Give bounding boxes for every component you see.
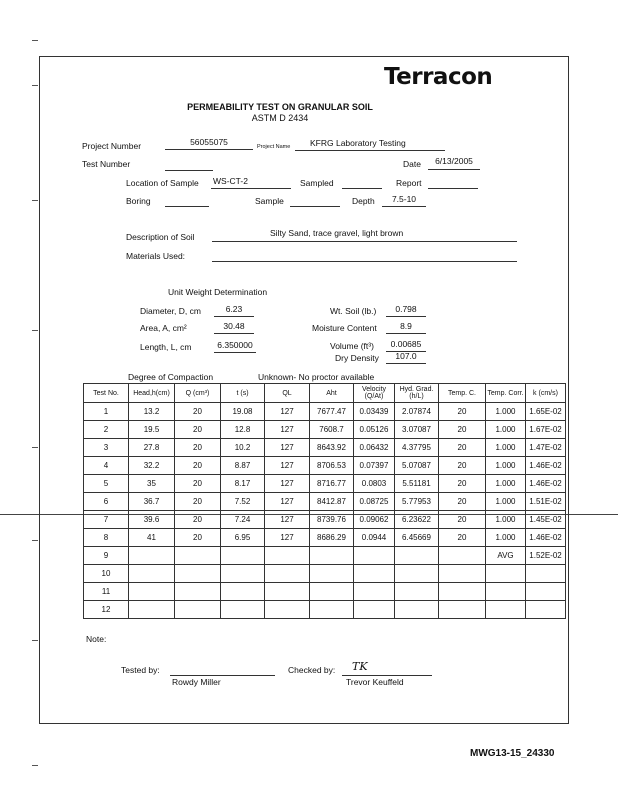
page-subtitle: ASTM D 2434 — [251, 113, 309, 123]
table-cell — [526, 601, 566, 619]
margin-tick — [32, 85, 38, 86]
table-cell: 8412.87 — [310, 493, 354, 511]
table-cell — [175, 547, 221, 565]
table-cell: 20 — [175, 403, 221, 421]
document-id: MWG13-15_24330 — [470, 748, 555, 759]
table-cell: 0.08725 — [354, 493, 395, 511]
column-header: Head,h(cm) — [129, 384, 175, 403]
table-cell — [129, 565, 175, 583]
table-cell: 127 — [265, 439, 310, 457]
table-row — [84, 547, 566, 565]
table-cell: 8739.76 — [310, 511, 354, 529]
area-label: Area, A, cm² — [140, 323, 187, 333]
table-cell — [486, 565, 526, 583]
table-cell: 0.09062 — [354, 511, 395, 529]
table-cell: 20 — [175, 511, 221, 529]
table-cell: 1.46E-02 — [526, 457, 566, 475]
volume-label: Volume (ft³) — [330, 341, 374, 351]
table-cell — [175, 601, 221, 619]
table-cell: 0.06432 — [354, 439, 395, 457]
table-cell: 20 — [439, 421, 486, 439]
table-cell: 1.000 — [486, 457, 526, 475]
table-cell: 6.45669 — [395, 529, 439, 547]
table-cell — [354, 583, 395, 601]
sampled-line — [342, 177, 382, 189]
table-cell — [265, 583, 310, 601]
column-header: Velocity (Q/At) — [354, 384, 395, 403]
table-row — [84, 529, 566, 547]
table-cell: 1.000 — [486, 511, 526, 529]
table-cell: 127 — [265, 475, 310, 493]
report-label: Report — [396, 178, 422, 188]
table-cell: 13.2 — [129, 403, 175, 421]
table-cell — [221, 601, 265, 619]
margin-tick — [32, 540, 38, 541]
table-cell: 5.51181 — [395, 475, 439, 493]
table-cell: 20 — [439, 439, 486, 457]
date-label: Date — [403, 159, 421, 169]
table-cell: 20 — [439, 457, 486, 475]
test-number-label: Test Number — [82, 159, 131, 169]
area-value: 30.48 — [223, 321, 245, 331]
table-cell: 1.000 — [486, 475, 526, 493]
moisture-label: Moisture Content — [312, 323, 377, 333]
table-cell: 0.0803 — [354, 475, 395, 493]
table-row — [84, 583, 566, 601]
table-cell — [129, 601, 175, 619]
table-cell: 1.46E-02 — [526, 529, 566, 547]
table-cell: 19.5 — [129, 421, 175, 439]
compaction-label: Degree of Compaction — [128, 372, 214, 382]
table-cell: 1.52E-02 — [526, 547, 566, 565]
table-cell: 3.07087 — [395, 421, 439, 439]
table-cell: 5.77953 — [395, 493, 439, 511]
table-cell — [221, 565, 265, 583]
table-cell — [129, 583, 175, 601]
table-cell: 8643.92 — [310, 439, 354, 457]
table-cell: 10 — [84, 565, 129, 583]
table-cell: 6.95 — [221, 529, 265, 547]
table-cell: 20 — [439, 475, 486, 493]
table-cell: 1.000 — [486, 529, 526, 547]
table-cell: 12 — [84, 601, 129, 619]
table-cell — [395, 565, 439, 583]
table-cell — [310, 601, 354, 619]
table-cell: 32.2 — [129, 457, 175, 475]
description-label: Description of Soil — [126, 232, 195, 242]
margin-tick — [32, 447, 38, 448]
wt-soil-label: Wt. Soil (lb.) — [330, 306, 377, 316]
diameter-value: 6.23 — [225, 304, 243, 314]
table-cell — [175, 583, 221, 601]
table-cell: 35 — [129, 475, 175, 493]
table-cell: 20 — [175, 475, 221, 493]
checked-by-name: Trevor Keuffeld — [346, 677, 404, 687]
table-cell: 5 — [84, 475, 129, 493]
table-cell: 1.000 — [486, 493, 526, 511]
table-cell: 2.07874 — [395, 403, 439, 421]
project-number-value: 56055075 — [190, 137, 228, 147]
table-cell: 20 — [175, 421, 221, 439]
table-cell — [354, 601, 395, 619]
table-cell — [439, 601, 486, 619]
table-cell: 1.000 — [486, 439, 526, 457]
column-header: Temp. C. — [439, 384, 486, 403]
table-cell: 7.24 — [221, 511, 265, 529]
table-row — [84, 601, 566, 619]
table-cell — [221, 547, 265, 565]
page-title: PERMEABILITY TEST ON GRANULAR SOIL — [187, 102, 373, 112]
tested-by-line — [170, 664, 275, 676]
table-cell — [354, 547, 395, 565]
table-cell: 4 — [84, 457, 129, 475]
permeability-table — [83, 383, 566, 619]
tested-by-label: Tested by: — [121, 665, 160, 675]
margin-tick — [32, 200, 38, 201]
table-cell — [265, 601, 310, 619]
table-cell: 10.2 — [221, 439, 265, 457]
table-cell: 0.07397 — [354, 457, 395, 475]
table-cell: 27.8 — [129, 439, 175, 457]
table-cell: 3 — [84, 439, 129, 457]
table-cell: 127 — [265, 511, 310, 529]
table-cell: 0.0944 — [354, 529, 395, 547]
column-header: Aht — [310, 384, 354, 403]
tested-by-name: Rowdy Miller — [172, 677, 221, 687]
project-name-value: KFRG Laboratory Testing — [310, 138, 406, 148]
depth-label: Depth — [352, 196, 375, 206]
table-cell: 1.000 — [486, 403, 526, 421]
column-header: QL — [265, 384, 310, 403]
sampled-label: Sampled — [300, 178, 334, 188]
company-logo: Terracon — [384, 64, 493, 90]
table-cell — [310, 547, 354, 565]
length-label: Length, L, cm — [140, 342, 192, 352]
density-label: Dry Density — [335, 353, 379, 363]
table-cell: 7.52 — [221, 493, 265, 511]
table-row — [84, 421, 566, 439]
table-cell: 39.6 — [129, 511, 175, 529]
table-cell: 127 — [265, 457, 310, 475]
compaction-value: Unknown- No proctor available — [258, 372, 375, 382]
table-cell: 1.51E-02 — [526, 493, 566, 511]
table-cell: 9 — [84, 547, 129, 565]
table-cell — [265, 565, 310, 583]
column-header: Q (cm³) — [175, 384, 221, 403]
boring-line — [165, 195, 209, 207]
table-cell: 127 — [265, 403, 310, 421]
table-cell: AVG — [486, 547, 526, 565]
table-cell: 20 — [175, 493, 221, 511]
table-cell: 7 — [84, 511, 129, 529]
column-header: t (s) — [221, 384, 265, 403]
table-cell: 127 — [265, 529, 310, 547]
table-row — [84, 403, 566, 421]
table-cell: 20 — [439, 403, 486, 421]
table-cell: 1.46E-02 — [526, 475, 566, 493]
table-cell: 127 — [265, 493, 310, 511]
table-row — [84, 475, 566, 493]
table-cell: 20 — [439, 493, 486, 511]
table-cell — [175, 565, 221, 583]
table-cell: 20 — [439, 529, 486, 547]
project-number-label: Project Number — [82, 141, 142, 151]
location-label: Location of Sample — [126, 178, 199, 188]
table-cell: 20 — [175, 529, 221, 547]
boring-label: Boring — [126, 196, 151, 206]
table-cell: 127 — [265, 421, 310, 439]
table-cell: 0.05126 — [354, 421, 395, 439]
margin-tick — [32, 640, 38, 641]
location-value: WS-CT-2 — [213, 176, 248, 186]
unit-weight-heading: Unit Weight Determination — [168, 287, 268, 297]
table-cell: 6 — [84, 493, 129, 511]
depth-value: 7.5-10 — [391, 194, 417, 204]
table-cell: 1.47E-02 — [526, 439, 566, 457]
table-row — [84, 457, 566, 475]
table-cell: 1.45E-02 — [526, 511, 566, 529]
table-cell: 1.67E-02 — [526, 421, 566, 439]
table-cell: 12.8 — [221, 421, 265, 439]
table-cell — [395, 583, 439, 601]
table-cell: 8716.77 — [310, 475, 354, 493]
table-cell — [310, 565, 354, 583]
table-row — [84, 511, 566, 529]
table-cell — [310, 583, 354, 601]
table-cell — [439, 583, 486, 601]
sample-label: Sample — [255, 196, 284, 206]
table-cell — [265, 547, 310, 565]
date-value: 6/13/2005 — [435, 156, 473, 166]
test-number-line — [165, 159, 213, 171]
table-cell: 20 — [175, 457, 221, 475]
table-row — [84, 439, 566, 457]
margin-tick — [32, 765, 38, 766]
table-cell — [486, 583, 526, 601]
margin-tick — [32, 40, 38, 41]
moisture-value: 8.9 — [400, 321, 412, 331]
column-header: Temp. Corr. — [486, 384, 526, 403]
report-line — [428, 177, 478, 189]
table-cell — [526, 583, 566, 601]
table-cell: 1 — [84, 403, 129, 421]
table-cell: 36.7 — [129, 493, 175, 511]
column-header: k (cm/s) — [526, 384, 566, 403]
sample-line — [290, 195, 340, 207]
checked-by-signature: TK — [352, 660, 368, 673]
table-cell: 8.17 — [221, 475, 265, 493]
column-header: Hyd. Grad. (h/L) — [395, 384, 439, 403]
table-cell — [439, 565, 486, 583]
table-body — [84, 403, 566, 619]
table-cell: 4.37795 — [395, 439, 439, 457]
density-value: 107.0 — [395, 351, 417, 361]
table-cell: 2 — [84, 421, 129, 439]
table-cell: 20 — [175, 439, 221, 457]
table-cell: 19.08 — [221, 403, 265, 421]
table-cell — [354, 565, 395, 583]
table-cell — [439, 547, 486, 565]
length-value: 6.350000 — [217, 340, 253, 350]
materials-label: Materials Used: — [126, 251, 186, 261]
checked-by-label: Checked by: — [288, 665, 336, 675]
table-cell — [395, 547, 439, 565]
description-value: Silty Sand, trace gravel, light brown — [270, 228, 404, 238]
project-name-label: Project Name — [257, 144, 291, 150]
table-cell: 7677.47 — [310, 403, 354, 421]
materials-line — [212, 250, 517, 262]
table-cell — [526, 565, 566, 583]
table-cell: 20 — [439, 511, 486, 529]
table-cell: 11 — [84, 583, 129, 601]
table-cell — [221, 583, 265, 601]
table-cell: 41 — [129, 529, 175, 547]
column-header: Test No. — [84, 384, 129, 403]
table-cell — [395, 601, 439, 619]
volume-value: 0.00685 — [390, 339, 422, 349]
note-label: Note: — [86, 634, 107, 644]
table-cell: 0.03439 — [354, 403, 395, 421]
table-cell — [129, 547, 175, 565]
table-cell — [486, 601, 526, 619]
table-cell: 7608.7 — [310, 421, 354, 439]
table-header-row — [84, 384, 566, 403]
wt-soil-value: 0.798 — [395, 304, 417, 314]
table-cell: 6.23622 — [395, 511, 439, 529]
table-cell: 8.87 — [221, 457, 265, 475]
table-row — [84, 493, 566, 511]
table-cell: 1.000 — [486, 421, 526, 439]
table-cell: 1.65E-02 — [526, 403, 566, 421]
diameter-label: Diameter, D, cm — [140, 306, 201, 316]
margin-tick — [32, 330, 38, 331]
table-row — [84, 565, 566, 583]
table-cell: 8 — [84, 529, 129, 547]
table-cell: 5.07087 — [395, 457, 439, 475]
table-cell: 8686.29 — [310, 529, 354, 547]
table-cell: 8706.53 — [310, 457, 354, 475]
